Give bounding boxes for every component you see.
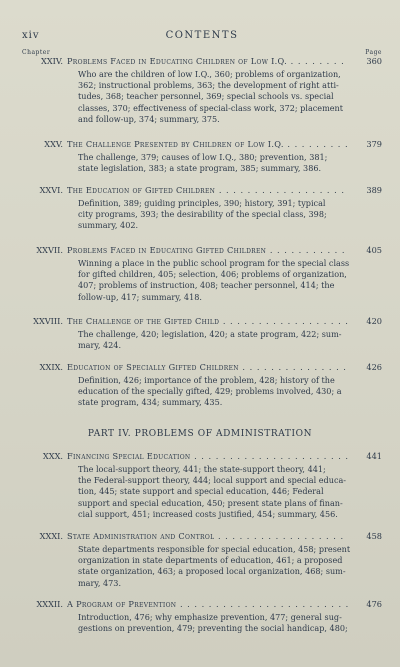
chapter-summary [78, 544, 372, 589]
summary-line: for gifted children, 405; selection, 406; problems of organization, [78, 269, 347, 280]
summary-line: education of the specially gifted, 429; problems involved, 430; a [78, 386, 342, 397]
chapter-title: Problems Faced in Educating Gifted Children . . . [67, 245, 348, 255]
chapter-page: 441 [366, 451, 382, 461]
chapter-title: State Administration and Control . . . [67, 531, 348, 541]
summary-line: 407; problems of instruction, 408; teacher personnel, 414; the [78, 280, 335, 291]
summary-line: tudes, 368; teacher personnel, 369; special schools vs. special [78, 91, 334, 102]
running-header [22, 30, 382, 46]
summary-line: Definition, 426; importance of the problem, 428; history of the [78, 375, 335, 385]
summary-line: summary, 402. [78, 220, 139, 231]
chapter-page: 379 [366, 139, 382, 149]
chapter-summary [78, 329, 372, 351]
chapter-summary [78, 69, 372, 125]
summary-line: mary, 473. [78, 577, 122, 588]
summary-line: cial support, 451; increased costs justified, 454; summary, 456. [78, 508, 338, 519]
summary-line: gestions on prevention, 479; preventing the social handicap, 480; [78, 623, 348, 634]
chapter-numeral: XXXI. [39, 531, 63, 541]
summary-line: organization in state departments of education, 461; a proposed [78, 555, 343, 566]
chapter-page: 420 [366, 316, 382, 326]
chapter-title: The Education of Gifted Children . . . [67, 185, 348, 195]
summary-line: classes, 370; effectiveness of special-class work, 372; placement [78, 102, 344, 113]
summary-line: the Federal-support theory, 444; local support and special educa- [78, 475, 347, 486]
chapter-summary [78, 612, 372, 634]
chapter-column-head: Chapter [22, 49, 51, 56]
chapter-page: 389 [366, 185, 382, 195]
summary-line: The challenge, 379; causes of low I.Q., 380; prevention, 381; [78, 152, 328, 162]
chapter-summary [78, 464, 372, 520]
summary-line: follow-up, 417; summary, 418. [78, 291, 202, 302]
summary-line: and follow-up, 374; summary, 375. [78, 113, 220, 124]
chapter-summary [78, 375, 372, 409]
summary-line: tion, 445; state support and special education, 446; Federal [78, 486, 324, 497]
chapter-page: 476 [366, 599, 382, 609]
summary-line: Introduction, 476; why emphasize prevention, 477; general sug- [78, 612, 342, 622]
chapter-numeral: XXVI. [39, 185, 63, 195]
part-heading: PART IV. PROBLEMS OF ADMINISTRATION [87, 429, 313, 439]
chapter-numeral: XXX. [42, 451, 63, 461]
chapter-title: Education of Specially Gifted Children . . . [67, 362, 348, 372]
chapter-numeral: XXXII. [36, 599, 63, 609]
page-title: CONTENTS [165, 30, 239, 41]
chapter-numeral: XXIV. [41, 56, 63, 66]
chapter-page: 360 [366, 56, 382, 66]
chapter-title: Problems Faced in Educating Children of Low I.Q. . . . [67, 56, 348, 66]
summary-line: State departments responsible for special education, 458; present [78, 544, 351, 554]
chapter-page: 405 [366, 245, 382, 255]
summary-line: The local-support theory, 441; the state-support theory, 441; [78, 464, 326, 474]
chapter-summary [78, 198, 372, 232]
chapter-numeral: XXIX. [39, 362, 63, 372]
chapter-summary [78, 258, 372, 303]
chapter-page: 458 [366, 531, 382, 541]
summary-line: Who are the children of low I.Q., 360; problems of organization, [78, 69, 341, 79]
chapter-title: A Program of Prevention . . . [67, 599, 348, 609]
chapter-title: The Challenge of the Gifted Child . . . [67, 316, 348, 326]
chapter-numeral: XXVII. [36, 245, 63, 255]
summary-line: support and special education, 450; present state plans of finan- [78, 497, 343, 508]
chapter-title: Financing Special Education . . . [67, 451, 348, 461]
summary-line: city programs, 393; the desirability of the special class, 398; [78, 209, 327, 220]
chapter-summary [78, 152, 372, 174]
page-number: xiv [22, 30, 40, 41]
chapter-numeral: XXV. [44, 139, 63, 149]
summary-line: state program, 434; summary, 435. [78, 397, 223, 408]
summary-line: Definition, 389; guiding principles, 390; history, 391; typical [78, 198, 326, 208]
page-column-head: Page [365, 49, 382, 56]
summary-line: 362; instructional problems, 363; the development of right atti- [78, 80, 339, 91]
chapter-title: The Challenge Presented by Children of Low I.Q. . . . [67, 139, 348, 149]
chapter-numeral: XXVIII. [33, 316, 63, 326]
chapter-page: 426 [366, 362, 382, 372]
summary-line: mary, 424. [78, 340, 122, 351]
summary-line: state legislation, 383; a state program, 385; summary, 386. [78, 163, 322, 174]
summary-line: The challenge, 420; legislation, 420; a state program, 422; sum- [78, 329, 342, 339]
summary-line: state organization, 463; a proposed local organization, 468; sum- [78, 566, 346, 577]
summary-line: Winning a place in the public school program for the special class [78, 258, 350, 268]
